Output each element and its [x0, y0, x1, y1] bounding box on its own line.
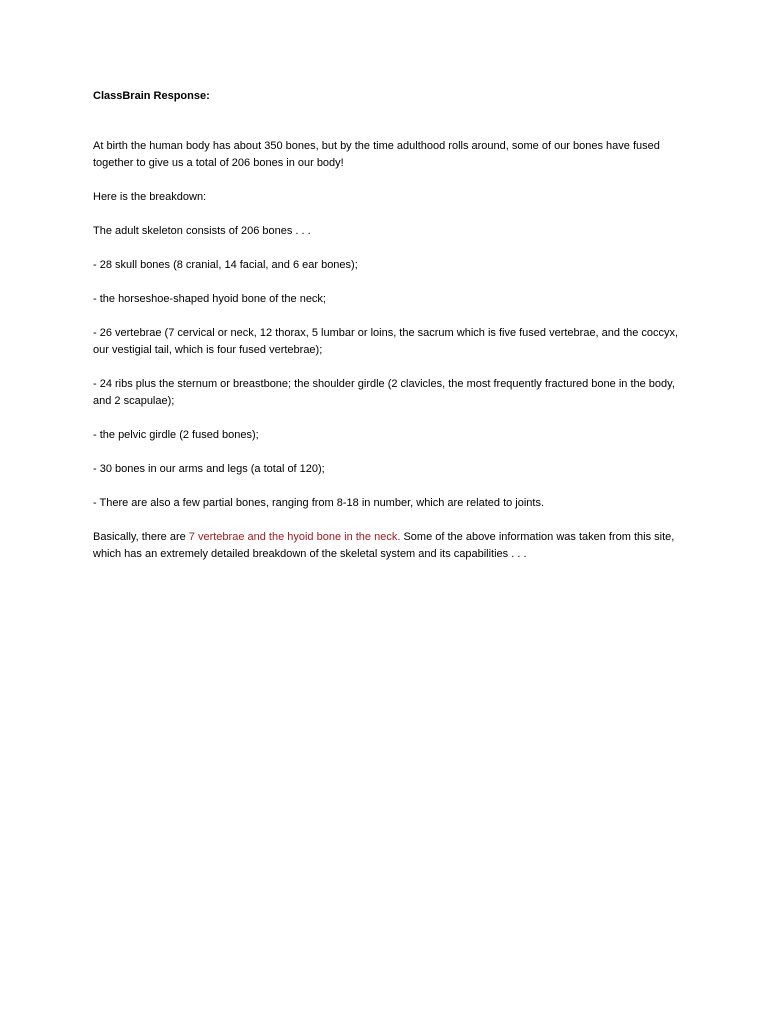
closing-suffix: Some of the above information was taken from this site, which has an extremely detailed breakdown of the skeletal system and its capabilities . . .: [93, 531, 675, 560]
list-item: - There are also a few partial bones, ranging from 8-18 in number, which are related to joints.: [93, 497, 545, 509]
breakdown-intro: Here is the breakdown:: [93, 191, 207, 203]
closing-prefix: Basically, there are: [93, 531, 189, 543]
closing-paragraph: [93, 529, 683, 563]
list-item: - 26 vertebrae (7 cervical or neck, 12 thorax, 5 lumbar or loins, the sacrum which is five fused vertebrae, and the coccyx, our vestigial tail, which is four fused vertebrae);: [93, 327, 679, 356]
highlighted-text: 7 vertebrae and the hyoid bone in the neck.: [188, 531, 401, 543]
list-item: - 30 bones in our arms and legs (a total of 120);: [93, 463, 325, 475]
list-item: - 24 ribs plus the sternum or breastbone; the shoulder girdle (2 clavicles, the most frequently fractured bone in the body, and 2 scapulae);: [93, 378, 675, 407]
list-item: - the horseshoe-shaped hyoid bone of the neck;: [93, 293, 326, 305]
list-item: - the pelvic girdle (2 fused bones);: [93, 429, 259, 441]
document-heading: ClassBrain Response:: [93, 90, 210, 102]
list-item: - 28 skull bones (8 cranial, 14 facial, and 6 ear bones);: [93, 259, 358, 271]
skeleton-total: The adult skeleton consists of 206 bones . . .: [93, 225, 311, 237]
intro-paragraph: At birth the human body has about 350 bones, but by the time adulthood rolls around, some of our bones have fused together to give us a total of 206 bones in our body!: [93, 140, 660, 169]
document-body: [93, 88, 683, 563]
